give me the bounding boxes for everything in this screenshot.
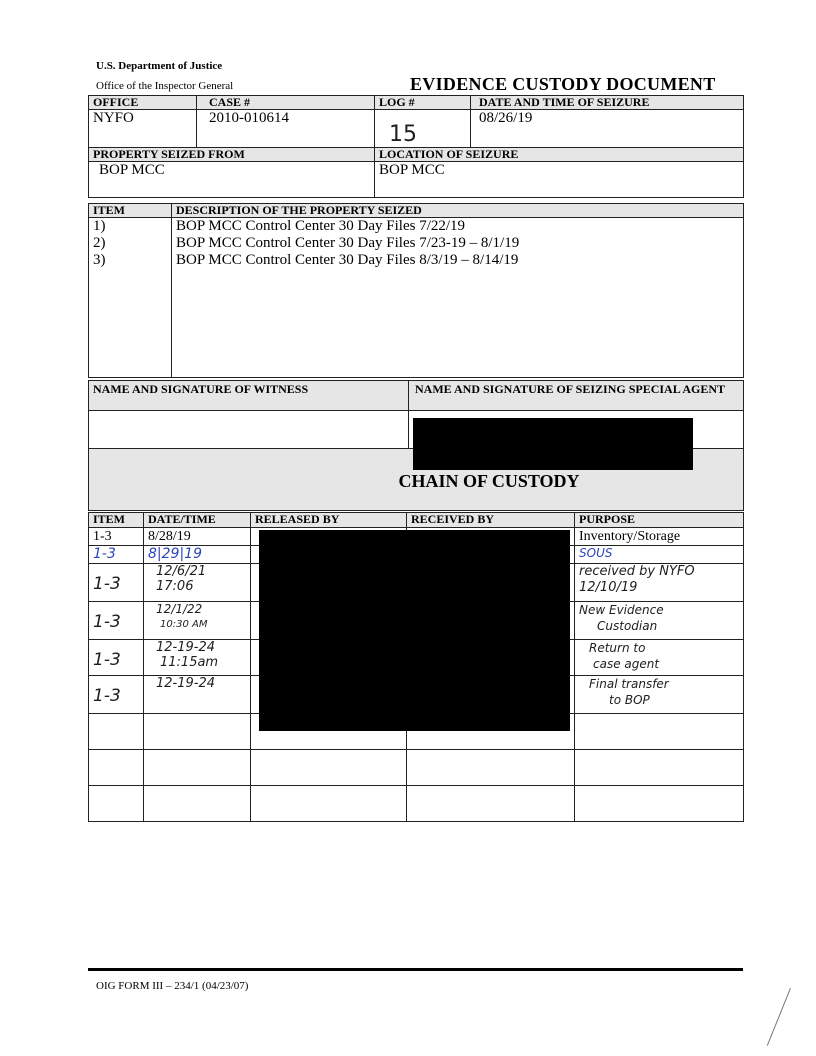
custody-item: 1-3 <box>89 528 144 546</box>
date-of-seizure-value: 08/26/19 <box>471 110 744 148</box>
custody-purpose <box>575 602 744 640</box>
log-value-cell <box>375 110 471 148</box>
custody-received-by <box>407 750 575 786</box>
custody-item: 1-3 <box>89 564 144 602</box>
date-of-seizure-label: DATE AND TIME OF SEIZURE <box>471 96 744 110</box>
item-number: 3) <box>93 252 106 268</box>
custody-date-time <box>144 640 251 676</box>
custody-item <box>89 750 144 786</box>
custody-time: 17:06 <box>156 579 194 594</box>
custody-purpose-line2: case agent <box>593 657 660 671</box>
custody-time: 11:15am <box>160 655 219 670</box>
custody-time: 10:30 AM <box>160 619 208 630</box>
custody-row <box>89 786 744 822</box>
footer-divider <box>88 968 743 971</box>
office-value: NYFO <box>89 110 197 148</box>
col-purpose: PURPOSE <box>575 513 744 528</box>
custody-purpose-line2: to BOP <box>609 693 650 707</box>
custody-names-redaction <box>259 530 570 731</box>
custody-date-time <box>144 602 251 640</box>
custody-purpose: SOUS <box>575 546 744 564</box>
custody-item: 1-3 <box>89 640 144 676</box>
custody-purpose <box>575 676 744 714</box>
description-label: DESCRIPTION OF THE PROPERTY SEIZED <box>172 204 744 218</box>
custody-purpose <box>575 714 744 750</box>
item-numbers <box>89 218 172 378</box>
item-number: 2) <box>93 235 106 251</box>
custody-received-by <box>407 786 575 822</box>
agent-signature-redaction <box>413 418 693 470</box>
item-label: ITEM <box>89 204 172 218</box>
department-name: U.S. Department of Justice <box>96 60 223 72</box>
custody-item: 1-3 <box>89 676 144 714</box>
location-label: LOCATION OF SEIZURE <box>375 148 744 162</box>
custody-item <box>89 714 144 750</box>
office-name: Office of the Inspector General <box>96 80 234 92</box>
page-edge-mark <box>767 988 791 1046</box>
col-item: ITEM <box>89 513 144 528</box>
col-released-by: RELEASED BY <box>251 513 407 528</box>
custody-purpose <box>575 640 744 676</box>
log-value: 15 <box>389 122 417 147</box>
custody-item: 1-3 <box>89 602 144 640</box>
col-date-time: DATE/TIME <box>144 513 251 528</box>
custody-row <box>89 750 744 786</box>
custody-date: 12/6/21 <box>156 564 207 579</box>
col-received-by: RECEIVED BY <box>407 513 575 528</box>
custody-purpose: Inventory/Storage <box>575 528 744 546</box>
case-info-table <box>88 95 744 198</box>
seized-from-label: PROPERTY SEIZED FROM <box>89 148 375 162</box>
custody-date-time <box>144 564 251 602</box>
custody-date <box>144 786 251 822</box>
witness-label: NAME AND SIGNATURE OF WITNESS <box>89 381 409 411</box>
custody-purpose-line2: 12/10/19 <box>579 580 638 595</box>
item-description: BOP MCC Control Center 30 Day Files 7/23-19 – 8/1/19 <box>176 235 520 251</box>
custody-date: 12/1/22 <box>156 602 203 616</box>
form-id: OIG FORM III – 234/1 (04/23/07) <box>96 980 249 992</box>
custody-purpose-line1: received by NYFO <box>579 564 695 579</box>
custody-date: 12-19-24 <box>156 640 216 655</box>
seized-from-value: BOP MCC <box>89 162 375 198</box>
custody-date: 8|29|19 <box>144 546 251 564</box>
custody-purpose-line1: Final transfer <box>589 677 669 691</box>
custody-purpose-line1: New Evidence <box>579 603 664 617</box>
agent-label: NAME AND SIGNATURE OF SEIZING SPECIAL AGENT <box>409 381 744 411</box>
witness-signature <box>89 411 409 449</box>
custody-date: 12-19-24 <box>144 676 251 714</box>
custody-item: 1-3 <box>89 546 144 564</box>
location-value: BOP MCC <box>375 162 744 198</box>
log-label: LOG # <box>375 96 471 110</box>
custody-date <box>144 714 251 750</box>
case-value: 2010-010614 <box>197 110 375 148</box>
custody-released-by <box>251 750 407 786</box>
case-label: CASE # <box>197 96 375 110</box>
office-label: OFFICE <box>89 96 197 110</box>
item-number: 1) <box>93 218 106 234</box>
item-descriptions <box>172 218 744 378</box>
custody-date <box>144 750 251 786</box>
chain-of-custody-band: CHAIN OF CUSTODY <box>89 449 744 511</box>
custody-purpose-line1: Return to <box>589 641 646 655</box>
custody-purpose <box>575 750 744 786</box>
document-title: EVIDENCE CUSTODY DOCUMENT <box>410 74 716 94</box>
property-items-table <box>88 203 744 378</box>
custody-purpose-line2: Custodian <box>597 619 658 633</box>
item-description: BOP MCC Control Center 30 Day Files 7/22/19 <box>176 218 466 234</box>
item-description: BOP MCC Control Center 30 Day Files 8/3/19 – 8/14/19 <box>176 252 519 268</box>
custody-purpose <box>575 786 744 822</box>
custody-item <box>89 786 144 822</box>
custody-date: 8/28/19 <box>144 528 251 546</box>
custody-released-by <box>251 786 407 822</box>
custody-purpose <box>575 564 744 602</box>
